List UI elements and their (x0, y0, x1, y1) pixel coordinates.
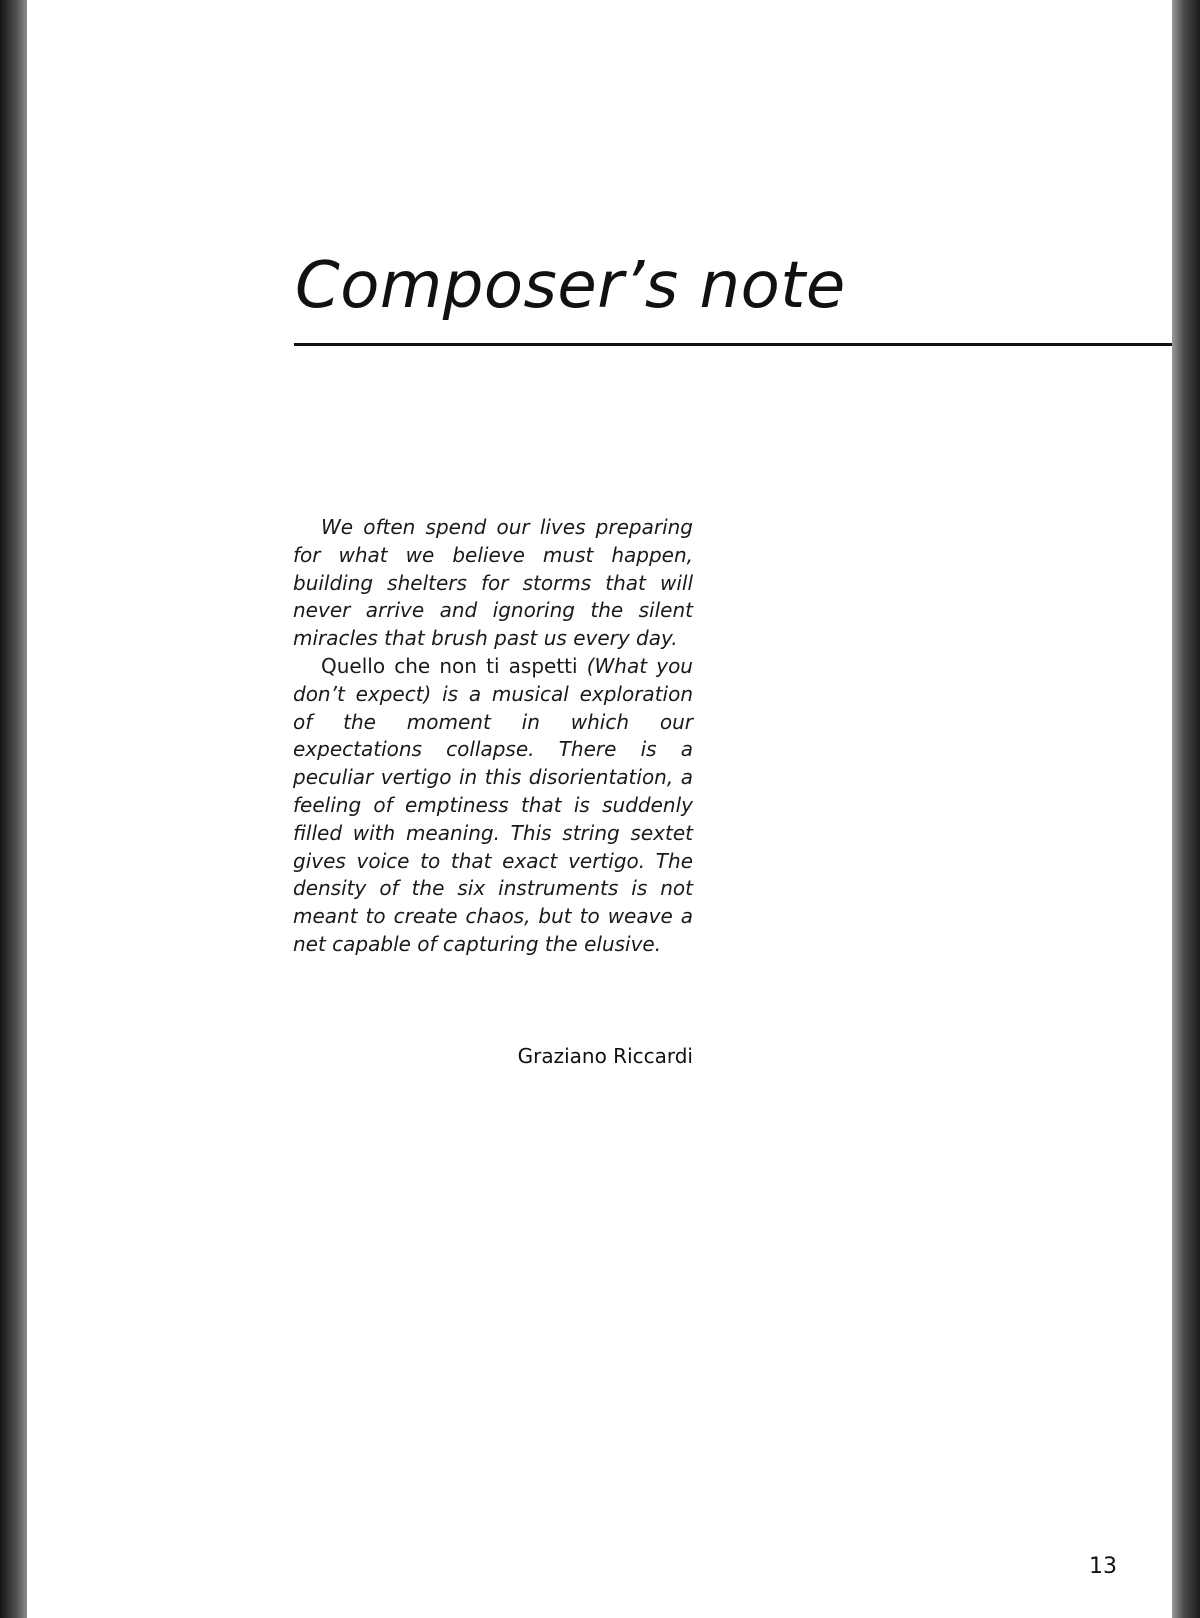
work-title: Quello che non ti aspetti (321, 653, 578, 678)
paragraph-2-text: (What you don’t expect) is a musical exploration of the moment in which our expectations collapse. There is a peculiar vertigo in this disorientation, a feeling of emptiness that is suddenly filled with meaning. This string sextet gives voice to that exact vertigo. The density of the six instruments is not meant to create chaos, but to weave a net capable of capturing the elusive. (293, 653, 693, 956)
right-page-edge (1172, 0, 1200, 1618)
page-title: Composer’s note (295, 249, 846, 323)
paragraph-2 (293, 653, 693, 959)
author-signature: Graziano Riccardi (517, 1044, 693, 1068)
paragraph-1: We often spend our lives preparing for what we believe must happen, building shelters for storms that will never arrive and ignoring the silent miracles that brush past us every day. (293, 515, 693, 651)
note-body (293, 514, 693, 959)
page-number: 13 (1089, 1554, 1117, 1579)
page (27, 0, 1172, 1618)
title-underline (294, 343, 1172, 346)
left-page-edge (0, 0, 27, 1618)
